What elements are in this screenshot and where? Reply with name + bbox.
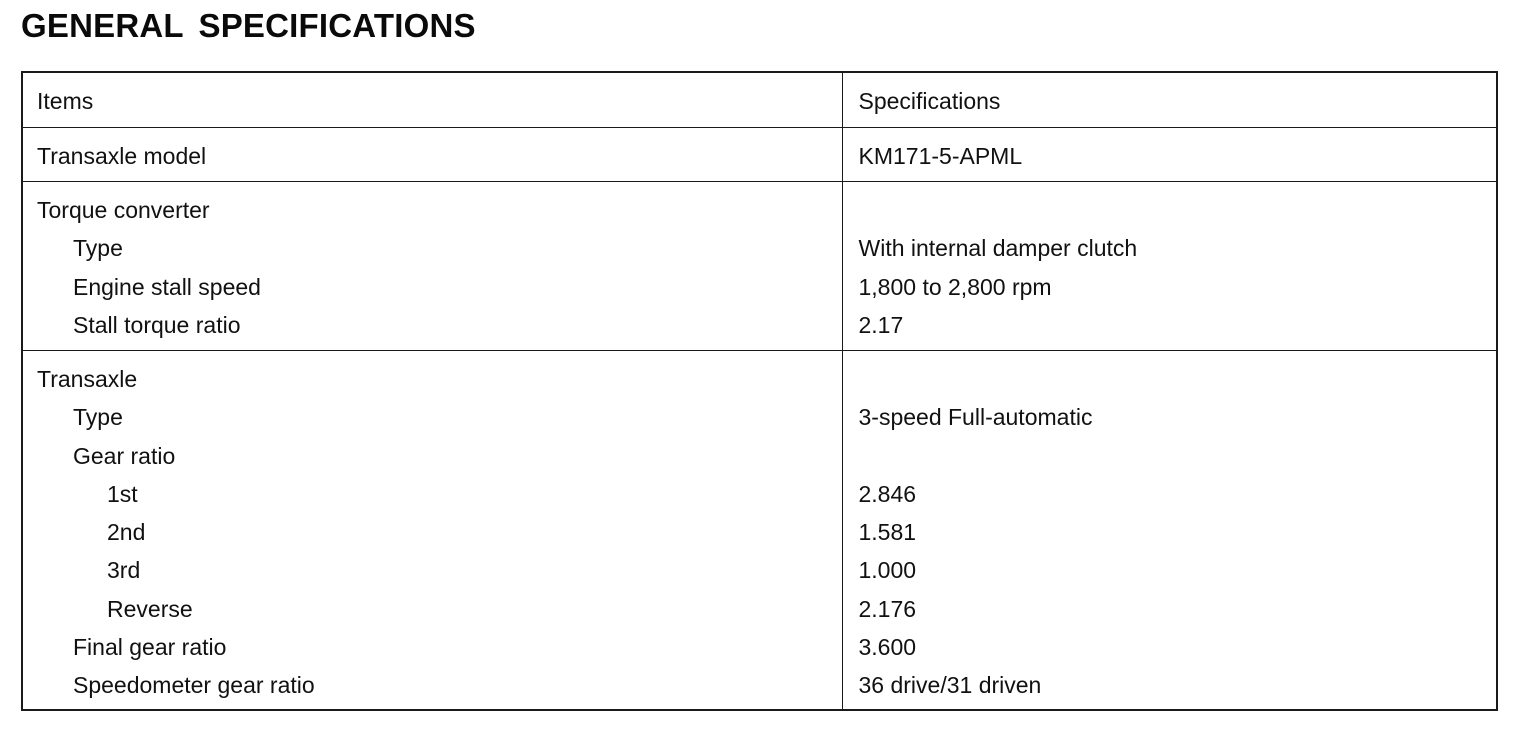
gear-ratio-label: Gear ratio: [73, 442, 176, 469]
item-cell: [22, 351, 842, 711]
transaxle-type-value: 3-speed Full-automatic: [858, 404, 1093, 431]
transaxle-label: Transaxle: [37, 366, 138, 392]
header-specifications-cell: [842, 72, 1497, 128]
gear-reverse-label: Reverse: [107, 595, 193, 622]
gear-1st-value: 2.846: [858, 480, 917, 507]
stall-torque-ratio-value: 2.17: [858, 311, 904, 338]
speedometer-gear-ratio-value: 36 drive/31 driven: [858, 672, 1042, 699]
engine-stall-speed-label: Engine stall speed: [73, 273, 261, 300]
item-cell: [22, 182, 842, 351]
item-cell: [22, 128, 842, 182]
torque-converter-label: Torque converter: [37, 197, 210, 223]
torque-converter-type-value: With internal damper clutch: [858, 235, 1138, 262]
transaxle-model-label: Transaxle model: [37, 143, 207, 169]
specifications-table: [21, 71, 1498, 711]
gear-3rd-value: 1.000: [858, 557, 917, 584]
transaxle-model-value: KM171-5-APML: [858, 143, 1023, 169]
header-specifications: Specifications: [858, 88, 1001, 114]
gear-2nd-value: 1.581: [858, 519, 917, 546]
transaxle-type-label: Type: [73, 404, 123, 431]
table-row: [22, 128, 1497, 182]
spec-cell: [842, 182, 1497, 351]
final-gear-ratio-value: 3.600: [858, 634, 917, 661]
page-title: GENERAL SPECIFICATIONS: [21, 7, 476, 44]
final-gear-ratio-label: Final gear ratio: [73, 634, 227, 661]
spec-cell: [842, 128, 1497, 182]
transaxle-value: [859, 364, 1483, 402]
torque-converter-type-label: Type: [73, 235, 123, 262]
stall-torque-ratio-label: Stall torque ratio: [73, 311, 241, 338]
gear-1st-label: 1st: [107, 480, 138, 507]
speedometer-gear-ratio-label: Speedometer gear ratio: [73, 672, 315, 699]
table-row: [22, 182, 1497, 351]
gear-reverse-value: 2.176: [858, 595, 917, 622]
gear-2nd-label: 2nd: [107, 519, 146, 546]
header-items-cell: [22, 72, 842, 128]
gear-ratio-value: [859, 441, 1483, 479]
header-items: Items: [37, 88, 94, 114]
torque-converter-value: [859, 195, 1483, 233]
table-header-row: [22, 72, 1497, 128]
spec-cell: [842, 351, 1497, 711]
gear-3rd-label: 3rd: [107, 557, 141, 584]
engine-stall-speed-value: 1,800 to 2,800 rpm: [858, 273, 1052, 300]
table-row: [22, 351, 1497, 711]
